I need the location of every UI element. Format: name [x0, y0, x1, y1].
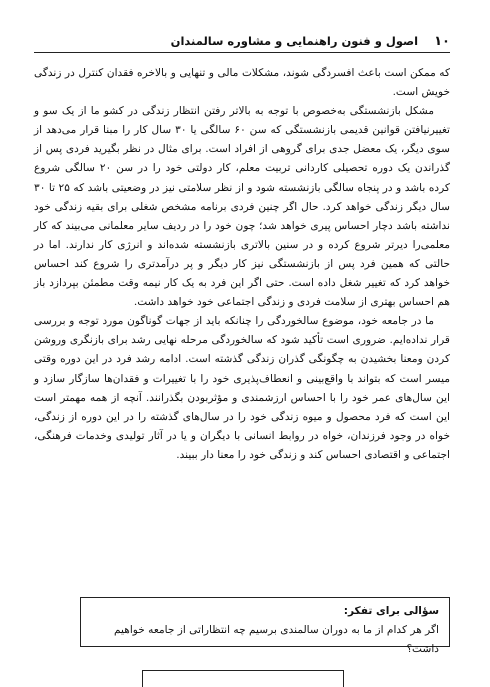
question-box-text: اگر هر کدام از ما به دوران سالمندی برسیم چه انتظاراتی از جامعه خواهیم داشت؟ — [113, 624, 439, 655]
body-text — [34, 64, 450, 465]
question-box-title: سؤالی برای تفکر: — [343, 605, 439, 617]
page-number: ۱۰ — [434, 33, 450, 49]
paragraph-1: که ممکن است باعث افسردگی شوند، مشکلات مالی و تنهایی و بالاخره فقدان کنترل در زندگی خویش است. — [34, 67, 450, 99]
next-box-edge — [142, 670, 344, 687]
page-header — [34, 30, 450, 53]
running-title: اصول و فنون راهنمایی و مشاوره سالمندان — [170, 34, 419, 48]
paragraph-2: مشکل بازنشستگی به‌خصوص با توجه به بالاتر رفتن انتظار زندگی در کشو ما از یک سو و تغییرنیافتن قوانین قدیمی بازنشستگی که سن ۶۰ سالگی یا ۳۰ سال کار را مبنا قرار می‌دهد از سوی دیگر، یک معضل جدی برای گروهی از افراد است. برای مثال در نظر بگیرید فردی پس از گذراندن یک دوره تحصیلی کاردانی تربیت معلم، کار دولتی خود را در سن ۲۰ سالگی شروع کرده باشد و در پنجاه سالگی بازنشسته شود و از نظر سلامتی نیز در وضعیتی باشد که ۲۵ تا ۳۰ سال دیگر زندگی خواهد کرد. حال اگر چنین فردی برنامه مشخص شغلی برای بقیه زندگی خود نداشته باشد دچار احساس پیری خواهد شد؛ چون خود را در ردیف سایر معلمانی می‌بیند که کار معلمی‌را دیرتر شروع کرده و در سنین بالاتری بازنشسته شده‌اند و انرژی کار ندارند. اما در حالتی که همین فرد پس از بازنشستگی نیز کار دیگر و پر درآمدتری را شروع کند احساس خواهد کرد که تغییر شغل داده است. حتی اگر این فرد به یک کار نیمه وقت مطمئن بپردازد باز هم احساس بهتری از سلامت فردی و زندگی اجتماعی خود خواهد داشت. — [34, 105, 451, 309]
paragraph-3: ما در جامعه خود، موضوع سالخوردگی را چنانکه باید از جهات گوناگون مورد توجه و بررسی قرار نداده‌ایم. ضروری است تأکید شود که سالخوردگی مرحله نهایی رشد برای بازنگری وروشن کردن ومعنا بخشیدن به چگونگی گذران زندگی گذشته است. ادامه رشد فرد در این دوره وقتی میسر است که بتواند با واقع‌بینی و انعطاف‌پذیری خود را با تغییرات و فقدان‌ها سازگار سازد و این سال‌های عمر خود را با احساس ارزشمندی و مؤثربودن بگذرانند. آنچه از همه مهمتر است این است که فرد محصول و میوه زندگی خود را در سال‌های گذشته را در این دوره از زندگی، خواه در وجود فرزندان، خواه در روابط انسانی با دیگران و یا در آثار تولیدی وخدمات فرهنگی، اجتماعی و اقتصادی احساس کند و زندگی خود را معنا دار ببیند. — [34, 315, 450, 461]
question-box — [80, 597, 450, 655]
